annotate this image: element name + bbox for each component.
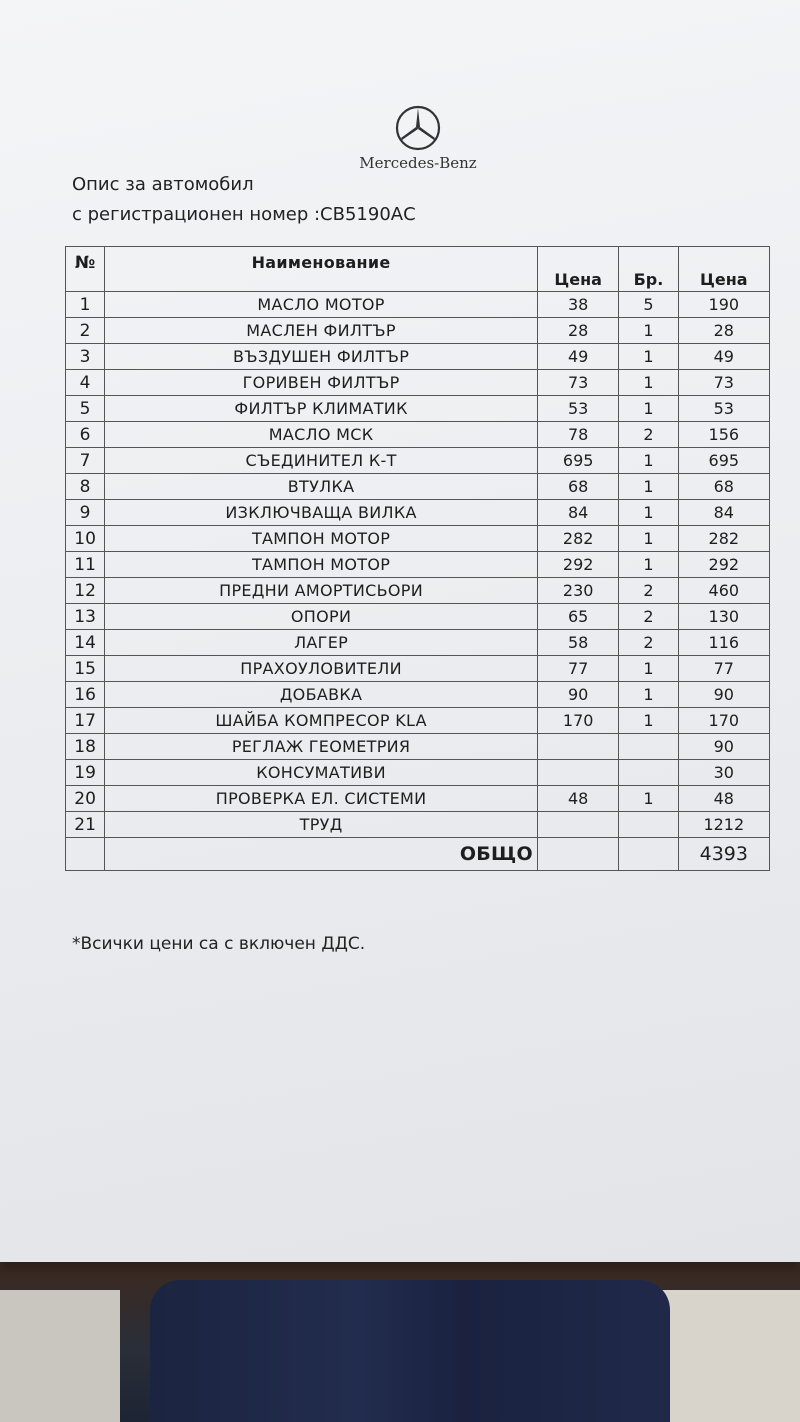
row-total-price: 30 [678,760,769,786]
col-header-name: Наименование [105,247,538,292]
table-row [66,448,770,474]
row-total-price: 84 [678,500,769,526]
row-quantity: 1 [619,682,678,708]
mercedes-star-icon [394,104,442,152]
row-total-price: 292 [678,552,769,578]
row-total-price: 282 [678,526,769,552]
row-total-price: 68 [678,474,769,500]
row-total-price: 170 [678,708,769,734]
table-row [66,630,770,656]
row-number: 18 [66,734,105,760]
total-label: ОБЩО [105,838,538,871]
row-number: 13 [66,604,105,630]
row-number: 21 [66,812,105,838]
row-item-name: ВЪЗДУШЕН ФИЛТЪР [105,344,538,370]
row-item-name: ИЗКЛЮЧВАЩА ВИЛКА [105,500,538,526]
row-item-name: ГОРИВЕН ФИЛТЪР [105,370,538,396]
row-unit-price: 65 [538,604,619,630]
row-total-price: 28 [678,318,769,344]
brand-name: Mercedes-Benz [359,154,477,172]
col-header-total-price: Цена [678,247,769,292]
table-row [66,682,770,708]
row-number: 19 [66,760,105,786]
row-number: 9 [66,500,105,526]
table-row [66,708,770,734]
row-quantity: 1 [619,500,678,526]
row-number: 7 [66,448,105,474]
parts-table [65,246,770,871]
row-item-name: ТРУД [105,812,538,838]
col-header-quantity: Бр. [619,247,678,292]
table-row [66,604,770,630]
row-item-name: ШАЙБА КОМПРЕСОР KLA [105,708,538,734]
table-row [66,500,770,526]
row-quantity: 1 [619,318,678,344]
row-unit-price: 38 [538,292,619,318]
row-item-name: ТАМПОН МОТОР [105,526,538,552]
row-total-price: 77 [678,656,769,682]
brand-logo [352,104,484,172]
row-unit-price: 292 [538,552,619,578]
row-number: 4 [66,370,105,396]
row-unit-price: 170 [538,708,619,734]
document-title-line2: с регистрационен номер :СВ5190АС [72,204,416,225]
row-number: 8 [66,474,105,500]
row-unit-price: 78 [538,422,619,448]
row-unit-price: 84 [538,500,619,526]
row-quantity [619,760,678,786]
row-quantity: 1 [619,344,678,370]
row-item-name: КОНСУМАТИВИ [105,760,538,786]
table-row [66,474,770,500]
table-row [66,318,770,344]
row-unit-price [538,760,619,786]
row-unit-price: 48 [538,786,619,812]
row-item-name: ПРАХОУЛОВИТЕЛИ [105,656,538,682]
row-total-price: 695 [678,448,769,474]
table-row [66,396,770,422]
row-total-price: 73 [678,370,769,396]
row-unit-price: 49 [538,344,619,370]
table-row [66,344,770,370]
row-unit-price: 90 [538,682,619,708]
row-total-price: 49 [678,344,769,370]
table-row [66,526,770,552]
row-unit-price: 73 [538,370,619,396]
row-quantity: 1 [619,526,678,552]
row-item-name: ДОБАВКА [105,682,538,708]
total-empty-cell [66,838,105,871]
row-number: 20 [66,786,105,812]
row-quantity: 2 [619,630,678,656]
row-total-price: 460 [678,578,769,604]
table-total-row [66,838,770,871]
table-row [66,370,770,396]
row-quantity: 2 [619,604,678,630]
row-unit-price: 77 [538,656,619,682]
row-quantity: 1 [619,474,678,500]
row-item-name: МАСЛО МСК [105,422,538,448]
row-total-price: 156 [678,422,769,448]
row-item-name: РЕГЛАЖ ГЕОМЕТРИЯ [105,734,538,760]
table-row [66,422,770,448]
total-value: 4393 [678,838,769,871]
row-number: 5 [66,396,105,422]
row-number: 1 [66,292,105,318]
row-quantity: 5 [619,292,678,318]
table-header-row [66,247,770,292]
row-unit-price: 230 [538,578,619,604]
table-row [66,760,770,786]
row-number: 14 [66,630,105,656]
row-total-price: 190 [678,292,769,318]
row-quantity: 2 [619,422,678,448]
row-item-name: СЪЕДИНИТЕЛ К-Т [105,448,538,474]
row-quantity: 1 [619,786,678,812]
row-number: 2 [66,318,105,344]
row-item-name: ПРЕДНИ АМОРТИСЬОРИ [105,578,538,604]
row-unit-price [538,734,619,760]
row-item-name: ВТУЛКА [105,474,538,500]
col-header-unit-price: Цена [538,247,619,292]
row-number: 12 [66,578,105,604]
row-number: 3 [66,344,105,370]
table-row [66,786,770,812]
row-item-name: ТАМПОН МОТОР [105,552,538,578]
person-legs [150,1280,670,1422]
table-row [66,812,770,838]
row-quantity: 1 [619,396,678,422]
total-empty-cell [538,838,619,871]
row-unit-price: 53 [538,396,619,422]
row-quantity: 1 [619,708,678,734]
total-empty-cell [619,838,678,871]
row-total-price: 90 [678,734,769,760]
row-quantity [619,734,678,760]
row-number: 17 [66,708,105,734]
row-quantity: 2 [619,578,678,604]
row-item-name: МАСЛЕН ФИЛТЪР [105,318,538,344]
row-quantity: 1 [619,448,678,474]
document-title-line1: Опис за автомобил [72,174,254,195]
row-quantity: 1 [619,552,678,578]
vat-footnote: *Всички цени са с включен ДДС. [72,934,366,954]
row-item-name: МАСЛО МОТОР [105,292,538,318]
row-number: 10 [66,526,105,552]
row-quantity: 1 [619,656,678,682]
floor-tile [0,1290,120,1422]
row-total-price: 116 [678,630,769,656]
row-total-price: 48 [678,786,769,812]
row-total-price: 130 [678,604,769,630]
row-unit-price: 68 [538,474,619,500]
table-row [66,292,770,318]
row-number: 6 [66,422,105,448]
row-total-price: 53 [678,396,769,422]
row-unit-price [538,812,619,838]
row-number: 15 [66,656,105,682]
row-number: 16 [66,682,105,708]
row-item-name: ОПОРИ [105,604,538,630]
row-total-price: 1212 [678,812,769,838]
row-total-price: 90 [678,682,769,708]
row-item-name: ЛАГЕР [105,630,538,656]
row-unit-price: 282 [538,526,619,552]
row-unit-price: 58 [538,630,619,656]
table-row [66,578,770,604]
col-header-number: № [66,247,105,292]
table-row [66,656,770,682]
row-item-name: ПРОВЕРКА ЕЛ. СИСТЕМИ [105,786,538,812]
table-row [66,552,770,578]
row-unit-price: 695 [538,448,619,474]
row-item-name: ФИЛТЪР КЛИМАТИК [105,396,538,422]
row-number: 11 [66,552,105,578]
row-quantity [619,812,678,838]
row-quantity: 1 [619,370,678,396]
row-unit-price: 28 [538,318,619,344]
table-row [66,734,770,760]
